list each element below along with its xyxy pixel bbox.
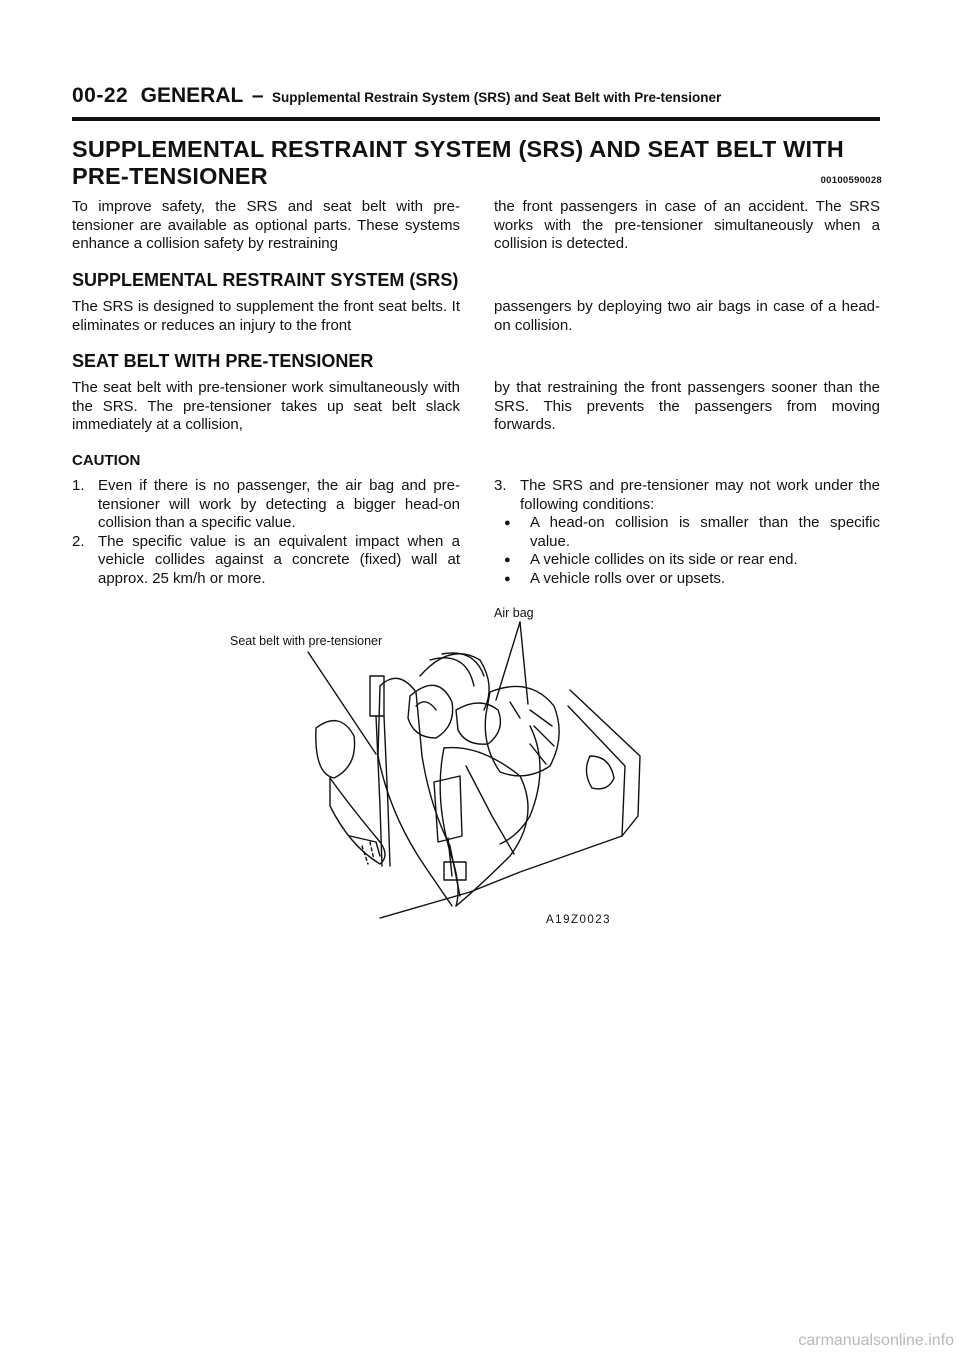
watermark: carmanualsonline.info xyxy=(798,1332,954,1349)
pretensioner-heading: SEAT BELT WITH PRE-TENSIONER xyxy=(72,351,374,371)
page-title-line2: PRE-TENSIONER xyxy=(72,163,268,189)
section-subtitle: Supplemental Restrain System (SRS) and Seat Belt with Pre-tensioner xyxy=(271,90,722,105)
caution-item-text: The specific value is an equivalent impact when a vehicle collides against a concrete (fixed) wall at approx. 25 km/h or more. xyxy=(98,532,460,587)
caution-item xyxy=(72,533,460,589)
caution-item-number: 1. xyxy=(72,477,85,494)
caution-list-left xyxy=(72,477,460,588)
srs-left: The SRS is designed to supplement the front seat belts. It eliminates or reduces an injury to the front xyxy=(72,298,460,334)
caution-list-right xyxy=(494,477,880,588)
caution-item-number: 3. xyxy=(494,477,507,494)
document-code: 00100590028 xyxy=(820,175,882,186)
page-header xyxy=(72,84,880,114)
caution-item-text: Even if there is no passenger, the air bag and pre-tensioner will work by detecting a bigger head-on collision than a specific value. xyxy=(98,477,460,531)
condition-item: ● A vehicle collides on its side or rear end. xyxy=(494,551,880,570)
srs-right: passengers by deploying two air bags in case of a head-on collision. xyxy=(494,298,880,334)
caution-title: CAUTION xyxy=(72,452,141,469)
intro-right: the front passengers in case of an accident. The SRS works with the pre-tensioner simultaneously when a collision is detected. xyxy=(494,198,880,252)
section-title: GENERAL xyxy=(140,84,244,107)
header-rule xyxy=(72,117,880,121)
caution-item xyxy=(494,477,880,588)
caution-item-number: 2. xyxy=(72,532,85,550)
header-dash: – xyxy=(251,84,264,107)
seatbelt-label: Seat belt with pre-tensioner xyxy=(230,634,383,648)
caution-item xyxy=(72,477,460,533)
illustration-drawing xyxy=(230,606,670,936)
pretensioner-left: The seat belt with pre-tensioner work simultaneously with the SRS. The pre-tensioner takes up seat belt slack immediately at a collision, xyxy=(72,379,460,433)
figure-code: A19Z0023 xyxy=(546,914,612,926)
page-number: 00-22 xyxy=(72,84,129,107)
page-title xyxy=(72,136,882,190)
condition-item: ● A vehicle rolls over or upsets. xyxy=(494,570,880,589)
pretensioner-right: by that restraining the front passengers sooner than the SRS. This prevents the passengers from moving forwards. xyxy=(494,379,880,433)
airbag-label: Air bag xyxy=(494,606,534,620)
srs-illustration xyxy=(230,606,670,936)
page-title-line1: SUPPLEMENTAL RESTRAINT SYSTEM (SRS) AND SEAT BELT WITH xyxy=(72,136,844,162)
condition-list xyxy=(494,514,880,588)
condition-item: ● A head-on collision is smaller than the specific value. xyxy=(494,514,880,551)
srs-heading: SUPPLEMENTAL RESTRAINT SYSTEM (SRS) xyxy=(72,270,459,290)
caution-item-text: The SRS and pre-tensioner may not work under the following conditions: xyxy=(520,477,880,513)
intro-left: To improve safety, the SRS and seat belt with pre-tensioner are available as optional parts. These systems enhance a collision safety by restraining xyxy=(72,198,460,252)
